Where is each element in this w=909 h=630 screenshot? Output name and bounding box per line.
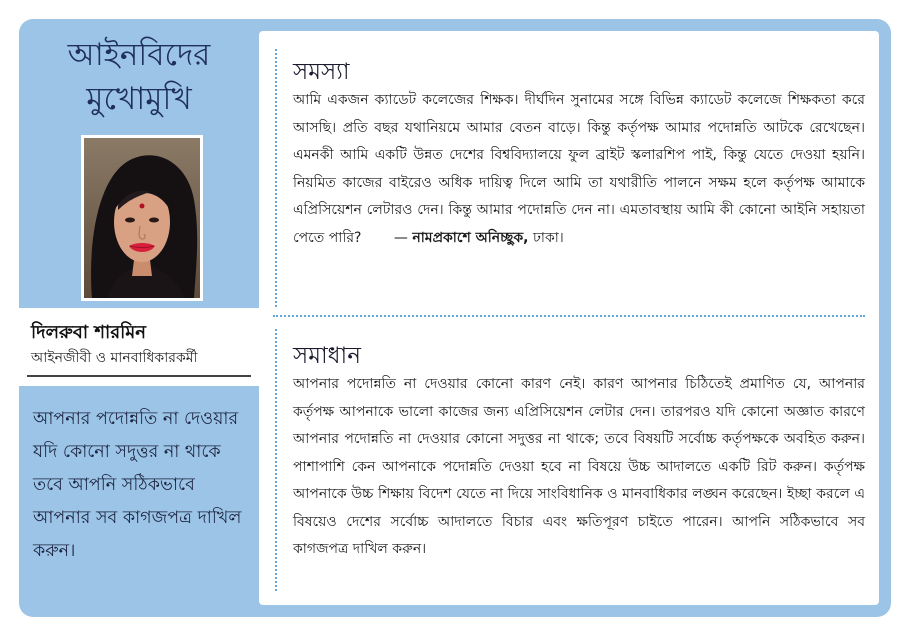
author-photo-image [84,138,200,298]
pull-quote: আপনার পদোন্নতি না দেওয়ার যদি কোনো সদুত্তর না থাকে তবে আপনি সঠিকভাবে আপনার সব কাগজপত্র দাখিল করুন। [33,409,242,561]
signature-dash: — [393,229,408,246]
signature-name: নামপ্রকাশে অনিচ্ছুক, [412,229,529,246]
sidebar [19,19,259,617]
solution-body: আপনার পদোন্নতি না দেওয়ার কোনো কারণ নেই। কারণ আপনার চিঠিতেই প্রমাণিত যে, আপনার কর্তৃপক্ষ আপনাকে ভালো কাজের জন্য এপ্রিসিয়েশন লেটার দেন। তারপরও যদি কোনো অজ্ঞাত কারণে আপনার পদোন্নতি না দেওয়ার কোনো সদুত্তর না থাকে; তবে বিষয়টি সর্বোচ্চ কর্তৃপক্ষকে অবহিত করুন। পাশাপাশি কেন আপনাকে পদোন্নতি দেওয়া হবে না বিষয়ে উচ্চ আদালতে একটি রিট করুন। কর্তৃপক্ষ আপনাকে উচ্চ শিক্ষায় বিদেশ যেতে না দিয়ে সাংবিধানিক ও মানবাধিকার লঙ্ঘন করেছেন। ইচ্ছা করলে এ বিষয়েও দেশের সর্বোচ্চ আদালতে বিচার এবং ক্ষতিপূরণ চাইতে পারেন। আপনি সঠিকভাবে সব কাগজপত্র দাখিল করুন। [293,376,865,557]
problem-text: আমি একজন ক্যাডেট কলেজের শিক্ষক। দীর্ঘদিন সুনামের সঙ্গে বিভিন্ন ক্যাডেট কলেজে শিক্ষকতা করে আসছি। প্রতি বছর যথানিয়মে আমার বেতন বাড়ে। কিন্তু কর্তৃপক্ষ আমার পদোন্নতি আটকে রেখেছেন। এমনকী আমি একটি উন্নত দেশের বিশ্ববিদ্যালয়ে ফুল ব্রাইট স্কলারশিপ পাই, কিন্তু যেতে দেওয়া হয়নি। নিয়মিত কাজের বাইরেও অধিক দায়িত্ব দিলে আমি তা যথারীতি পালনে সক্ষম হলে কর্তৃপক্ষ আমাকে এপ্রিসিয়েশন লেটারও দেন। কিন্তু আমার পদোন্নতি দেন না। এমতাবস্থায় আমি কী কোনো আইনি সহায়তা পেতে পারি? [293,92,865,246]
article-panel [19,19,891,617]
qa-content [259,31,879,605]
author-role: আইনজীবী ও মানবাধিকারকর্মী [31,350,198,366]
solution-dotted-rule [275,329,277,591]
problem-heading: সমস্যা [293,59,350,85]
column-title-line-2: মুখোমুখি [86,81,192,117]
author-photo [81,135,203,301]
author-name: দিলরুবা শারমিন [31,322,146,343]
column-title [19,33,259,121]
problem-dotted-rule [275,49,277,307]
problem-signature [366,230,564,246]
author-divider [27,375,251,377]
signature-place: ঢাকা। [532,229,564,246]
solution-heading: সমাধান [293,343,361,369]
column-title-line-1: আইনবিদের [67,37,211,73]
section-divider [273,315,865,317]
problem-body [293,87,865,252]
author-byline [19,308,259,386]
